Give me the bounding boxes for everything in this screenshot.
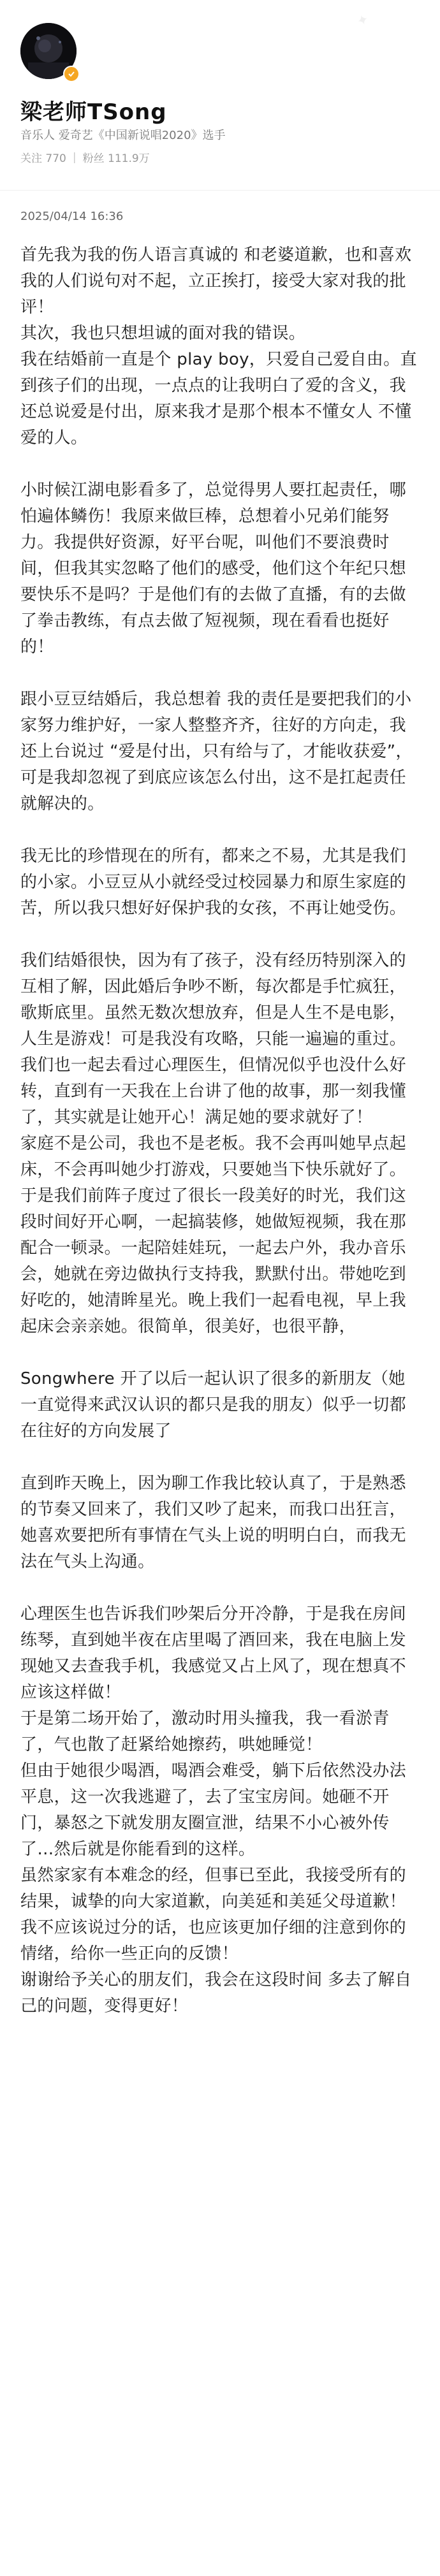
followers-count[interactable]: 粉丝 111.9万 xyxy=(82,152,150,165)
profile-header xyxy=(0,0,440,223)
header-divider xyxy=(0,190,440,191)
paragraph-gap xyxy=(20,1340,420,1366)
post-paragraph: 小时候江湖电影看多了，总觉得男人要扛起责任，哪怕遍体鳞伤！我原来做巨棒，总想着小兄弟们能努力。我提供好资源，好平台呢，叫他们不要浪费时间，但我其实忽略了他们的感受，他们这个年纪只想要快乐不是吗？于是他们有的去做了直播，有的去做了拳击教练，有点去做了短视频，现在看看也挺好的！ xyxy=(20,481,406,657)
post-date: 2025/04/14 16:36 xyxy=(20,210,124,223)
post-paragraph: 心理医生也告诉我们吵架后分开冷静，于是我在房间练琴，直到她半夜在店里喝了酒回来，我在电脑上发现她又去查我手机，我感觉又占上风了，现在想真不应该这样做！ xyxy=(20,1605,406,1702)
paragraph-gap xyxy=(20,922,420,948)
post-paragraph: 于是我们前阵子度过了很长一段美好的时光，我们这段时间好开心啊，一起搞装修，她做短视频，我在那配合一顿录。一起陪娃娃玩，一起去户外，我办音乐会，她就在旁边做执行支持我，默默付出。带她吃到好吃的，她清眸星光。晚上我们一起看电视，早上我起床会亲亲她。很简单，很美好，也很平静， xyxy=(20,1186,406,1336)
post-paragraph: 跟小豆豆结婚后，我总想着 我的责任是要把我们的小家努力维护好，一家人整整齐齐，往好的方向走，我还上台说过 “爱是付出，只有给与了，才能收获爱”，可是我却忽视了到底应该怎么付出，这不是扛起责任就解决的。 xyxy=(20,690,413,813)
verified-badge-icon xyxy=(63,66,80,82)
post-paragraph: 其次，我也只想坦诚的面对我的错误。 xyxy=(20,324,306,343)
paragraph-gap xyxy=(20,1444,420,1471)
stats-separator: | xyxy=(72,150,77,164)
watermark-icon: ✦ xyxy=(355,11,372,31)
post-paragraph: 我们也一起去看过心理医生，但情况似乎也没什么好转，直到有一天我在上台讲了他的故事，那一刻我懂了，其实就是让她开心！满足她的要求就好了！ xyxy=(20,1056,406,1127)
following-count[interactable]: 关注 770 xyxy=(20,152,66,165)
post-paragraph: 我无比的珍惜现在的所有，都来之不易，尤其是我们的小家。小豆豆从小就经受过校园暴力和原生家庭的苦，所以我只想好好保护我的女孩，不再让她受伤。 xyxy=(20,847,406,918)
profile-stats xyxy=(20,149,150,165)
paragraph-gap xyxy=(20,451,420,477)
paragraph-gap xyxy=(20,1575,420,1601)
post-paragraph: 但由于她很少喝酒，喝酒会难受，躺下后依然没办法平息，这一次我逃避了，去了宝宝房间。她砸不开门，暴怒之下就发朋友圈宣泄，结果不小心被外传了…然后就是你能看到的这样。 xyxy=(20,1761,406,1859)
post-paragraph: 虽然家家有本难念的经，但事已至此，我接受所有的结果，诚挚的向大家道歉，向美延和美延父母道歉！ xyxy=(20,1866,406,1911)
post-paragraph: 谢谢给予关心的朋友们，我会在这段时间 多去了解自己的问题，变得更好！ xyxy=(20,1970,412,2016)
post-paragraph: 于是第二场开始了，激动时用头撞我，我一看淤青了，气也散了赶紧给她擦药，哄她睡觉！ xyxy=(20,1709,390,1754)
post-paragraph: 家庭不是公司，我也不是老板。我不会再叫她早点起床，不会再叫她少打游戏，只要她当下快乐就好了。 xyxy=(20,1134,406,1179)
post-paragraph: 首先我为我的伤人语言真诚的 和老婆道歉，也和喜欢我的人们说句对不起，立正挨打，接受大家对我的批评！ xyxy=(20,245,412,317)
paragraph-gap xyxy=(20,817,420,843)
post-paragraph: Songwhere 开了以后一起认识了很多的新朋友（她一直觉得来武汉认识的都只是我的朋友）似乎一切都在往好的方向发展了 xyxy=(20,1369,406,1441)
post-paragraph: 我在结婚前一直是个 play boy，只爱自己爱自由。直到孩子们的出现，一点点的让我明白了爱的含义，我还总说爱是付出，原来我才是那个根本不懂女人 不懂爱的人。 xyxy=(20,350,417,448)
post-paragraph: 直到昨天晚上，因为聊工作我比较认真了，于是熟悉的节奏又回来了，我们又吵了起来，而我口出狂言，她喜欢要把所有事情在气头上说的明明白白，而我无法在气头上沟通。 xyxy=(20,1474,406,1571)
profile-bio: 音乐人 爱奇艺《中国新说唱2020》选手 xyxy=(20,129,226,142)
post-paragraph: 我不应该说过分的话，也应该更加仔细的注意到你的情绪，给你一些正向的反馈！ xyxy=(20,1918,406,1963)
profile-name[interactable]: 梁老师TSong xyxy=(20,99,167,125)
post-body xyxy=(20,242,420,2019)
paragraph-gap xyxy=(20,660,420,687)
post-paragraph: 我们结婚很快，因为有了孩子，没有经历特别深入的互相了解，因此婚后争吵不断，每次都是手忙疯狂，歌斯底里。虽然无数次想放弃，但是人生不是电影，人生是游戏！可是我没有攻略，只能一遍遍的重过。 xyxy=(20,951,406,1049)
